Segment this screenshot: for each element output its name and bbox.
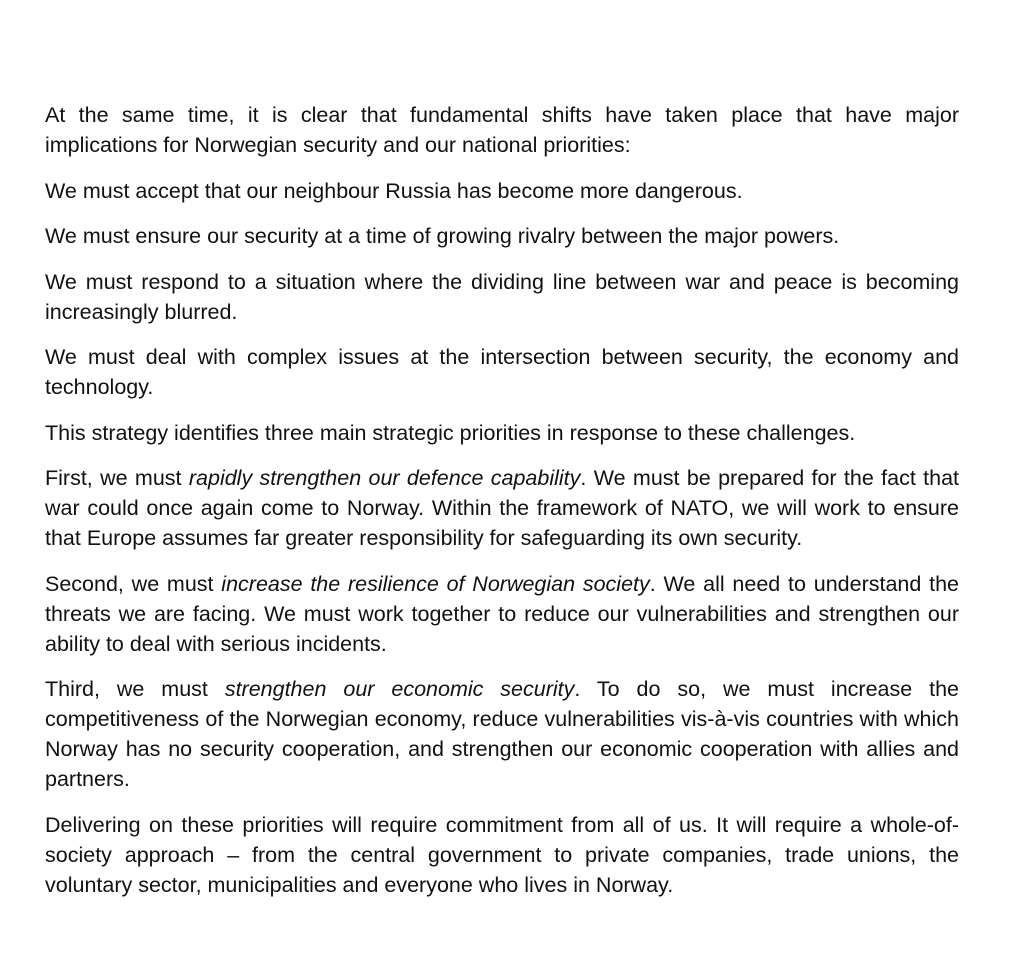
- document-page: [45, 100, 959, 915]
- paragraph-first-priority: [45, 463, 959, 553]
- paragraph-first-rest: . We must be prepared for the fact that war could once again come to Norway. Within the framework of NATO, we will work to ensure that Europe assumes far greater responsibility for safeguarding its own security.: [45, 466, 960, 550]
- paragraph-third-rest: . To do so, we must increase the competitiveness of the Norwegian economy, reduce vulnerabilities vis-à-vis countries with which Norway has no security cooperation, and strengthen our economic cooperation with allies and partners.: [45, 677, 960, 791]
- paragraph-russia: We must accept that our neighbour Russia has become more dangerous.: [45, 178, 743, 203]
- paragraph-third-emphasis: strengthen our economic security: [224, 677, 575, 701]
- paragraph-second-rest: . We all need to understand the threats we are facing. We must work together to reduce our vulnerabilities and strengthen our ability to deal with serious incidents.: [45, 571, 959, 656]
- paragraph-first-lead: First, we must: [45, 466, 189, 490]
- paragraph-rivalry: We must ensure our security at a time of growing rivalry between the major powers.: [45, 224, 840, 248]
- paragraph-first-emphasis: rapidly strengthen our defence capability: [188, 466, 581, 490]
- paragraph-second-priority: [45, 569, 959, 659]
- paragraph-second-lead: Second, we must: [45, 571, 222, 596]
- paragraph-intro: At the same time, it is clear that fundamental shifts have taken place that have major implications for Norwegian security and our national priorities:: [45, 103, 959, 157]
- paragraph-third-lead: Third, we must: [45, 677, 225, 701]
- paragraph-third-priority: [45, 674, 959, 794]
- paragraph-strategy: This strategy identifies three main strategic priorities in response to these challenges.: [45, 420, 856, 445]
- paragraph-complex-issues: We must deal with complex issues at the intersection between security, the economy and technology.: [45, 345, 959, 399]
- paragraph-delivering: Delivering on these priorities will require commitment from all of us. It will require a whole-of-society approach – from the central government to private companies, trade unions, the voluntary sector, municipalities and everyone who lives in Norway.: [45, 812, 959, 897]
- paragraph-second-emphasis: increase the resilience of Norwegian society: [221, 571, 650, 596]
- paragraph-war-peace: We must respond to a situation where the dividing line between war and peace is becoming increasingly blurred.: [45, 269, 959, 324]
